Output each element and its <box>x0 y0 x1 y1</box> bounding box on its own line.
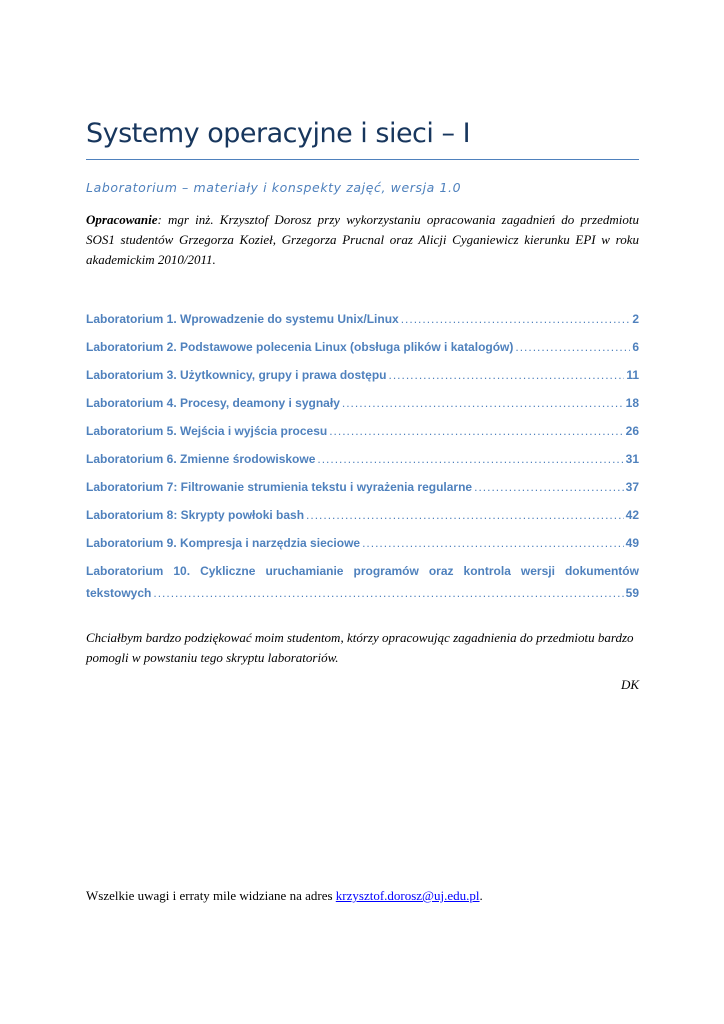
toc-word: oraz <box>428 564 454 578</box>
toc-entry[interactable] <box>86 477 639 505</box>
signature: DK <box>620 677 639 692</box>
toc-entry-title-line2 <box>86 583 639 603</box>
acknowledgement: Chciałbym bardzo podziękować moim studentom, którzy opracowując zagadnienia do przedmiotu bardzo pomogli w powstaniu tego skryptu laboratoriów. <box>86 630 634 665</box>
toc-word: kontrola <box>463 564 511 578</box>
toc-entry-page: 18 <box>625 396 639 410</box>
toc-entry-title: Laboratorium 5. Wejścia i wyjścia procesu <box>86 424 328 438</box>
toc-entry[interactable] <box>86 309 639 337</box>
toc-entry-page: 2 <box>632 312 639 326</box>
toc-word: Laboratorium <box>86 564 164 578</box>
toc-leader <box>401 309 631 329</box>
toc-entry-page: 6 <box>632 340 639 354</box>
toc-entry-title: Laboratorium 4. Procesy, deamony i sygnały <box>86 396 340 410</box>
toc-word: programów <box>353 564 419 578</box>
table-of-contents <box>86 309 639 603</box>
toc-entry-title: Laboratorium 8: Skrypty powłoki bash <box>86 508 305 522</box>
toc-entry-title: Laboratorium 1. Wprowadzenie do systemu Unix/Linux <box>86 312 399 326</box>
toc-leader <box>362 533 624 553</box>
toc-leader <box>515 337 630 357</box>
toc-entry-title: Laboratorium 9. Kompresja i narzędzia sieciowe <box>86 536 361 550</box>
toc-entry-title: Laboratorium 3. Użytkownicy, grupy i prawa dostępu <box>86 368 387 382</box>
toc-leader <box>306 505 624 525</box>
toc-entry-page: 11 <box>626 368 639 382</box>
toc-leader <box>389 365 625 385</box>
subtitle: Laboratorium – materiały i konspekty zajęć, wersja 1.0 <box>86 180 462 195</box>
toc-entry[interactable] <box>86 449 639 477</box>
toc-entry[interactable] <box>86 533 639 561</box>
toc-entry-title: Laboratorium 6. Zmienne środowiskowe <box>86 452 316 466</box>
toc-entry-page: 42 <box>625 508 639 522</box>
page-title: Systemy operacyjne i sieci – I <box>86 118 471 149</box>
toc-entry-page: 59 <box>625 586 639 600</box>
toc-entry-page: 26 <box>625 424 639 438</box>
email-link[interactable]: krzysztof.dorosz@uj.edu.pl <box>335 888 480 903</box>
toc-entry[interactable] <box>86 561 639 603</box>
toc-entry-page: 31 <box>625 452 639 466</box>
toc-leader <box>153 583 623 603</box>
author-paragraph <box>86 210 639 270</box>
toc-word: wersji <box>520 564 555 578</box>
toc-word: 10. <box>173 564 191 578</box>
toc-entry[interactable] <box>86 337 639 365</box>
toc-entry-title: tekstowych <box>86 586 152 600</box>
toc-leader <box>317 449 623 469</box>
toc-entry[interactable] <box>86 365 639 393</box>
toc-entry[interactable] <box>86 421 639 449</box>
toc-leader <box>474 477 624 497</box>
toc-word: dokumentów <box>564 564 639 578</box>
toc-word: Cykliczne <box>200 564 256 578</box>
toc-entry-page: 49 <box>625 536 639 550</box>
footer-end: . <box>479 888 483 903</box>
footer-text: Wszelkie uwagi i erraty mile widziane na adres <box>86 888 336 903</box>
author-label: Opracowanie <box>86 212 158 227</box>
toc-leader <box>329 421 623 441</box>
toc-leader <box>342 393 624 413</box>
footer-note <box>86 888 483 904</box>
toc-word: uruchamianie <box>265 564 344 578</box>
document-page <box>86 0 639 1024</box>
toc-entry-title: Laboratorium 7: Filtrowanie strumienia tekstu i wyrażenia regularne <box>86 480 473 494</box>
toc-entry-title: Laboratorium 2. Podstawowe polecenia Linux (obsługa plików i katalogów) <box>86 340 514 354</box>
toc-entry[interactable] <box>86 505 639 533</box>
toc-entry-page: 37 <box>625 480 639 494</box>
toc-entry[interactable] <box>86 393 639 421</box>
author-text: : mgr inż. Krzysztof Dorosz przy wykorzystaniu opracowania zagadnień do przedmiotu SOS1 studentów Grzegorza Kozieł, Grzegorza Prucnal oraz Alicji Cyganiewicz kierunku EPI w roku akademickim 2010/2011. <box>86 212 639 267</box>
toc-entry-title-line1 <box>86 561 639 583</box>
title-underline <box>86 159 639 160</box>
